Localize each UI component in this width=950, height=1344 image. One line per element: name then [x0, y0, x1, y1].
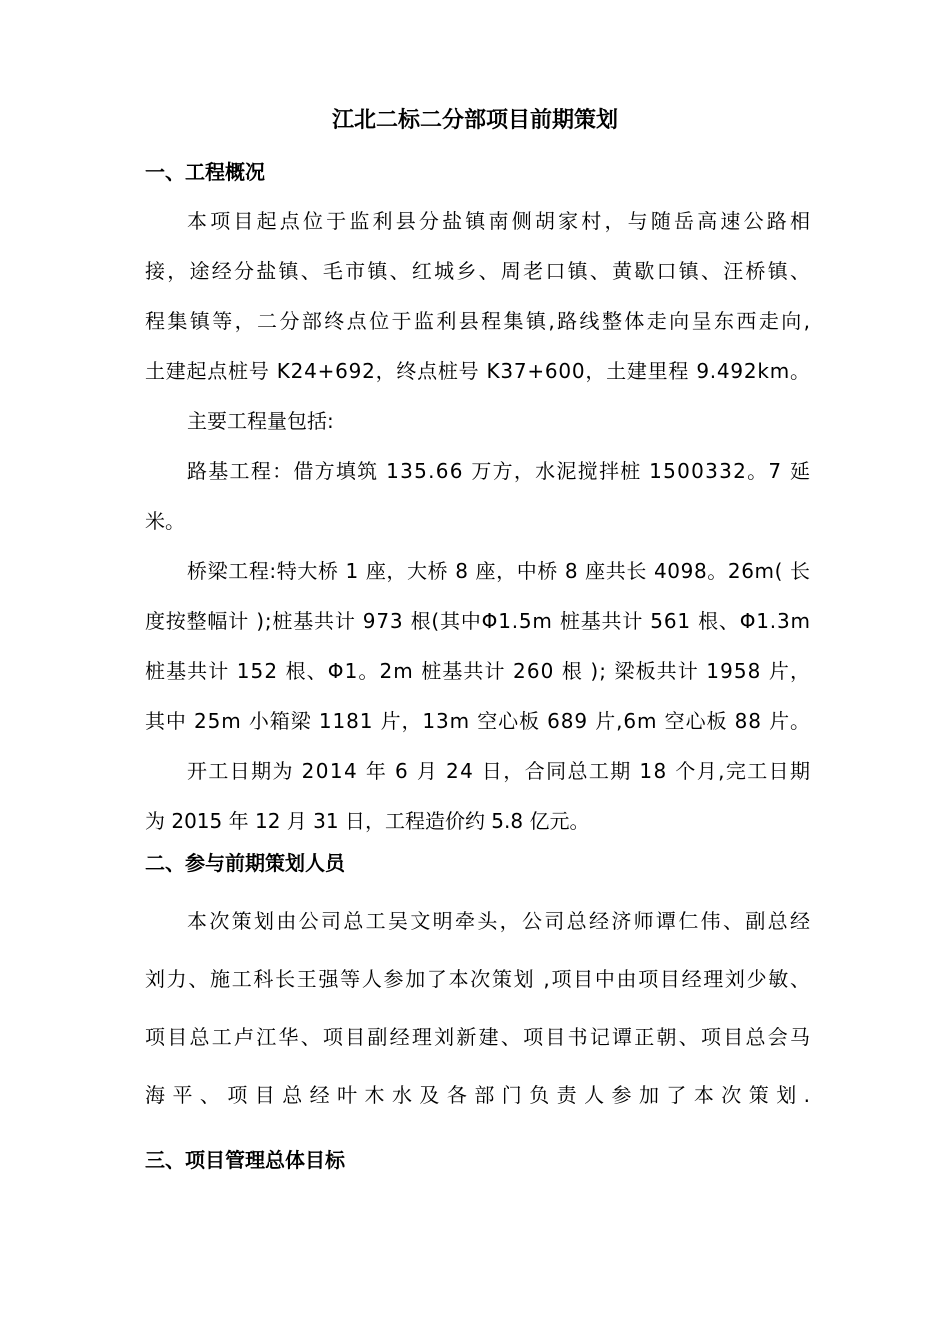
- section-1-para-1-line-1: 本项目起点位于监利县分盐镇南侧胡家村，与随岳高速公路相: [187, 209, 814, 233]
- section-2-para-1-line-1: 本次策划由公司总工吴文明牵头，公司总经济师谭仁伟、副总经: [187, 909, 813, 933]
- section-1-para-4-line-1: 桥梁工程:特大桥 1 座，大桥 8 座，中桥 8 座共长 4098。26m( 长: [187, 559, 811, 583]
- section-1-para-3-line-1: 路基工程：借方填筑 135.66 万方，水泥搅拌桩 1500332。7 延: [187, 459, 812, 483]
- section-2-para-1-line-3: 项目总工卢江华、项目副经理刘新建、项目书记谭正朝、项目总会马: [145, 1025, 813, 1049]
- section-1-para-2-line-1: 主要工程量包括:: [187, 409, 334, 433]
- section-1-para-4-line-3: 桩基共计 152 根、Φ1。2m 桩基共计 260 根 ); 梁板共计 1958 片，: [145, 659, 812, 683]
- section-1-para-5-line-1: 开工日期为 2014 年 6 月 24 日，合同总工期 18 个月,完工日期: [187, 759, 812, 783]
- section-3-heading: 三、项目管理总体目标: [145, 1148, 345, 1172]
- section-1-para-4-line-4: 其中 25m 小箱梁 1181 片，13m 空心板 689 片,6m 空心板 88 片。: [145, 709, 811, 733]
- section-2-para-1-line-4: 海平、项目总经叶木水及各部门负责人参加了本次策划.: [145, 1083, 818, 1107]
- section-2-para-1-line-2: 刘力、施工科长王强等人参加了本次策划 ,项目中由项目经理刘少敏、: [145, 967, 812, 991]
- section-2-heading: 二、参与前期策划人员: [145, 851, 345, 875]
- section-1-para-4-line-2: 度按整幅计 );桩基共计 973 根(其中Φ1.5m 桩基共计 561 根、Φ1.3m: [145, 609, 811, 633]
- section-1-heading: 一、工程概况: [145, 160, 265, 184]
- document-title: 江北二标二分部项目前期策划: [331, 108, 618, 133]
- section-1-para-3-line-2: 米。: [145, 509, 185, 533]
- section-1-para-5-line-2: 为 2015 年 12 月 31 日，工程造价约 5.8 亿元。: [145, 809, 590, 833]
- section-1-para-1-line-3: 程集镇等，二分部终点位于监利县程集镇,路线整体走向呈东西走向,: [145, 309, 813, 333]
- section-1-para-1-line-4: 土建起点桩号 K24+692，终点桩号 K37+600，土建里程 9.492km。: [145, 359, 811, 383]
- section-1-para-1-line-2: 接，途经分盐镇、毛市镇、红城乡、周老口镇、黄歇口镇、汪桥镇、: [145, 259, 813, 283]
